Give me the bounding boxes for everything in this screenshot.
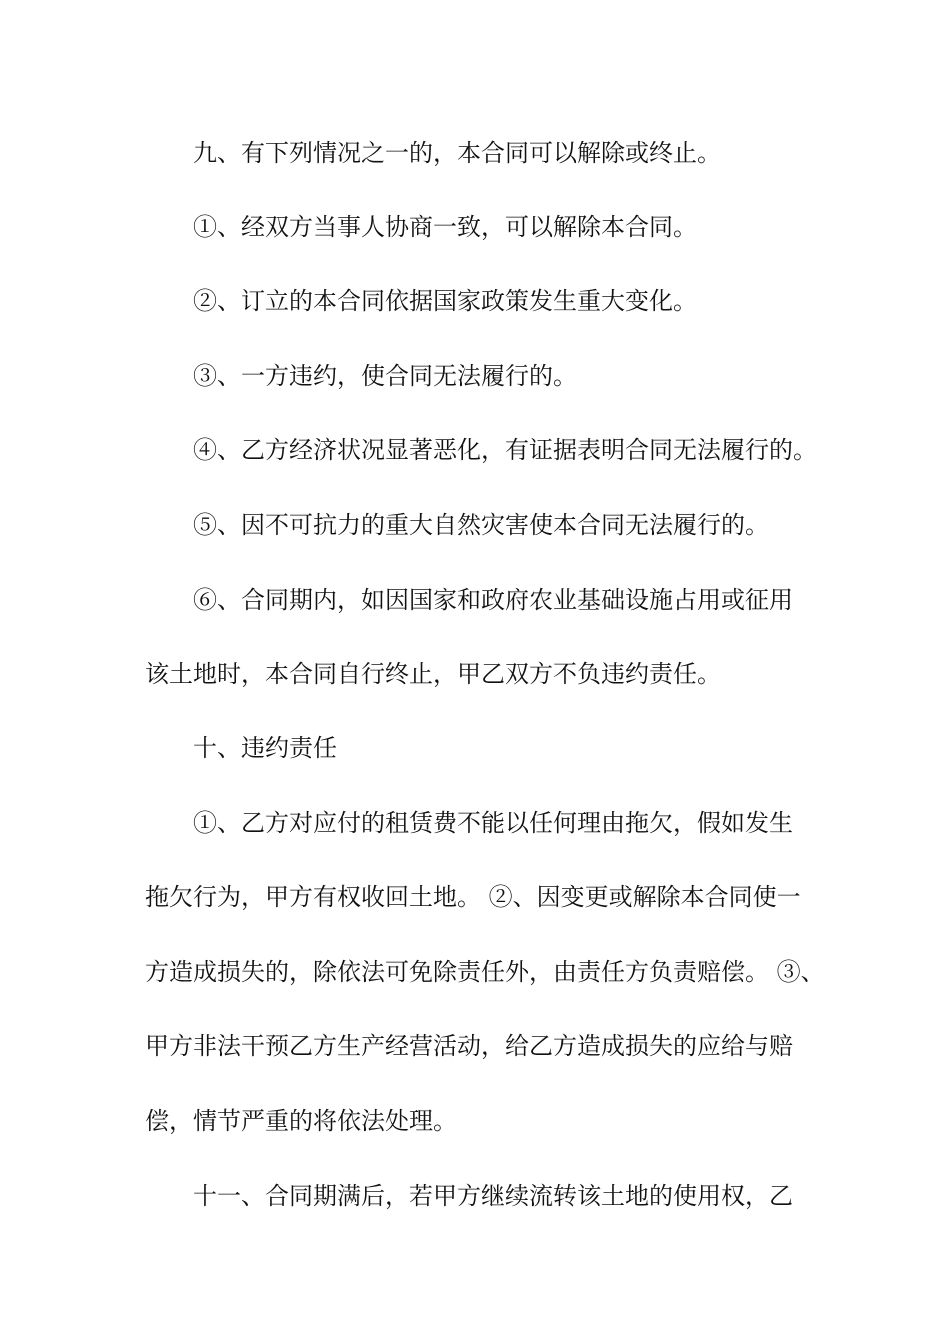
clause-9-item-6-line-2: 该土地时，本合同自行终止，甲乙双方不负违约责任。 [145,660,721,688]
clause-10-paragraph-line-3: 方造成损失的，除依法可免除责任外，由责任方负责赔偿。 ③、 [145,958,825,986]
clause-9-item-5: ⑤、因不可抗力的重大自然灾害使本合同无法履行的。 [193,511,769,539]
clause-9-item-1: ①、经双方当事人协商一致，可以解除本合同。 [193,213,697,241]
clause-9-item-4: ④、乙方经济状况显著恶化，有证据表明合同无法履行的。 [193,436,817,464]
clause-10-paragraph-line-4: 甲方非法干预乙方生产经营活动，给乙方造成损失的应给与赔 [145,1032,793,1060]
clause-10-heading: 十、违约责任 [193,734,337,762]
clause-9-item-6-line-1: ⑥、合同期内，如因国家和政府农业基础设施占用或征用 [193,586,793,614]
clause-9-heading: 九、有下列情况之一的，本合同可以解除或终止。 [193,139,721,167]
clause-9-item-3: ③、一方违约，使合同无法履行的。 [193,362,577,390]
clause-11-line-1: 十一、合同期满后，若甲方继续流转该土地的使用权，乙 [193,1182,793,1210]
clause-10-paragraph-line-1: ①、乙方对应付的租赁费不能以任何理由拖欠，假如发生 [193,809,793,837]
clause-10-paragraph-line-5: 偿，情节严重的将依法处理。 [145,1107,457,1135]
clause-10-paragraph-line-2: 拖欠行为，甲方有权收回土地。 ②、因变更或解除本合同使一 [145,883,801,911]
clause-9-item-2: ②、订立的本合同依据国家政策发生重大变化。 [193,287,697,315]
